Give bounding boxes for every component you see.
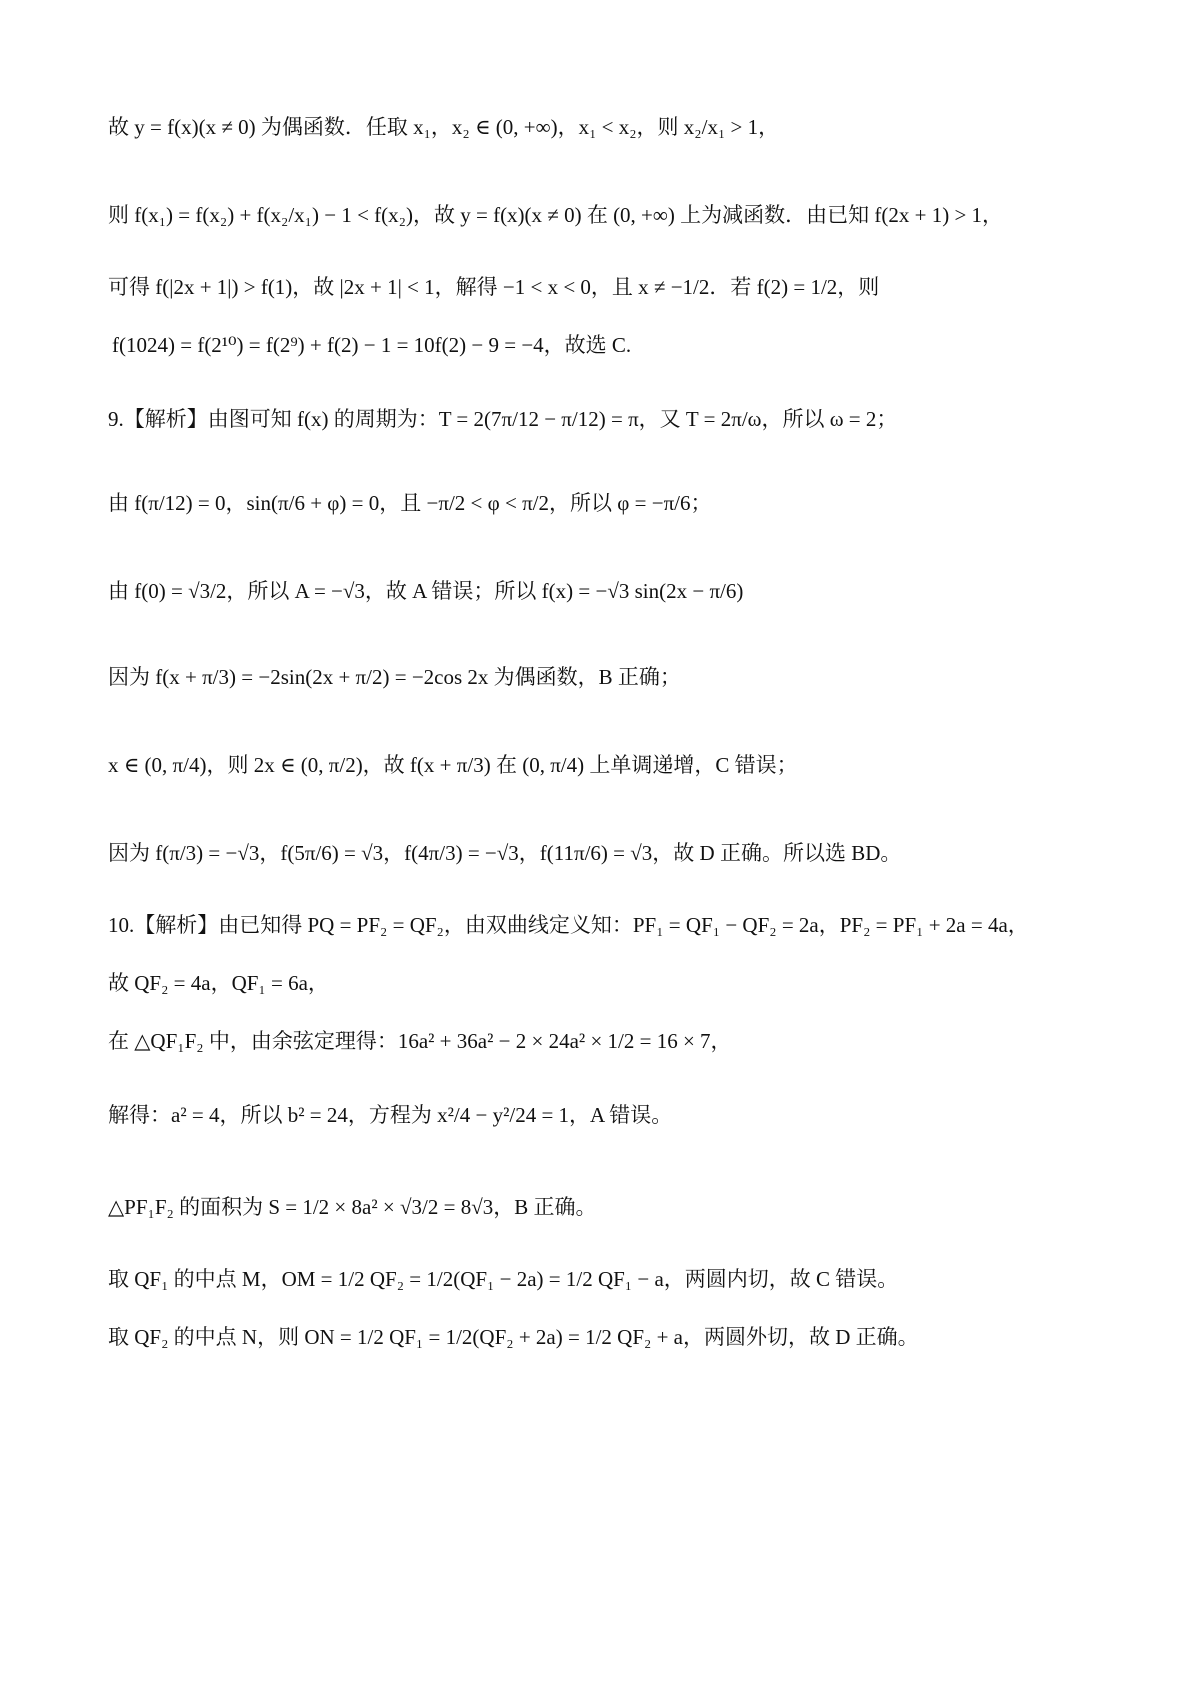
text-line: 取 QF₁ 的中点 M，OM = 1/2 QF₂ = 1/2(QF₁ − 2a) = 1/2 QF₁ − a，两圆内切，故 C 错误。 [108,1267,899,1291]
text-line: 9.【解析】由图可知 f(x) 的周期为：T = 2(7π/12 − π/12) = π，又 T = 2π/ω，所以 ω = 2； [108,407,898,431]
text-line: x ∈ (0, π/4)，则 2x ∈ (0, π/2)，故 f(x + π/3) 在 (0, π/4) 上单调递增，C 错误； [108,753,798,777]
text-line: △PF₁F₂ 的面积为 S = 1/2 × 8a² × √3/2 = 8√3，B 正确。 [108,1195,597,1219]
text-line: 解得：a² = 4，所以 b² = 24，方程为 x²/4 − y²/24 = 1，A 错误。 [108,1103,673,1127]
text-line: 故 QF₂ = 4a，QF₁ = 6a， [108,971,329,995]
text-line: 由 f(0) = √3/2，所以 A = −√3，故 A 错误；所以 f(x) = −√3 sin(2x − π/6) [108,579,744,603]
text-line: 由 f(π/12) = 0，sin(π/6 + φ) = 0，且 −π/2 < φ < π/2，所以 φ = −π/6； [108,491,712,515]
text-line: 在 △QF₁F₂ 中，由余弦定理得：16a² + 36a² − 2 × 24a² × 1/2 = 16 × 7， [108,1029,732,1053]
text-line: 可得 f(|2x + 1|) > f(1)，故 |2x + 1| < 1，解得 −1 < x < 0，且 x ≠ −1/2．若 f(2) = 1/2，则 [108,275,880,299]
text-line: 故 y = f(x)(x ≠ 0) 为偶函数．任取 x₁，x₂ ∈ (0, +∞)，x₁ < x₂，则 x₂/x₁ > 1， [108,115,780,139]
text-line: 则 f(x₁) = f(x₂) + f(x₂/x₁) − 1 < f(x₂)，故 y = f(x)(x ≠ 0) 在 (0, +∞) 上为减函数．由已知 f(2x + 1) > 1， [108,203,1004,227]
text-line: 10.【解析】由已知得 PQ = PF₂ = QF₂，由双曲线定义知：PF₁ = QF₁ − QF₂ = 2a，PF₂ = PF₁ + 2a = 4a， [108,913,1029,937]
text-line: 因为 f(π/3) = −√3，f(5π/6) = √3，f(4π/3) = −√3，f(11π/6) = √3，故 D 正确。所以选 BD。 [108,841,902,865]
text-line: 取 QF₂ 的中点 N，则 ON = 1/2 QF₁ = 1/2(QF₂ + 2a) = 1/2 QF₂ + a，两圆外切，故 D 正确。 [108,1325,919,1349]
text-line: 因为 f(x + π/3) = −2sin(2x + π/2) = −2cos 2x 为偶函数，B 正确； [108,665,681,689]
text-line: f(1024) = f(2¹⁰) = f(2⁹) + f(2) − 1 = 10f(2) − 9 = −4，故选 C. [112,333,632,357]
